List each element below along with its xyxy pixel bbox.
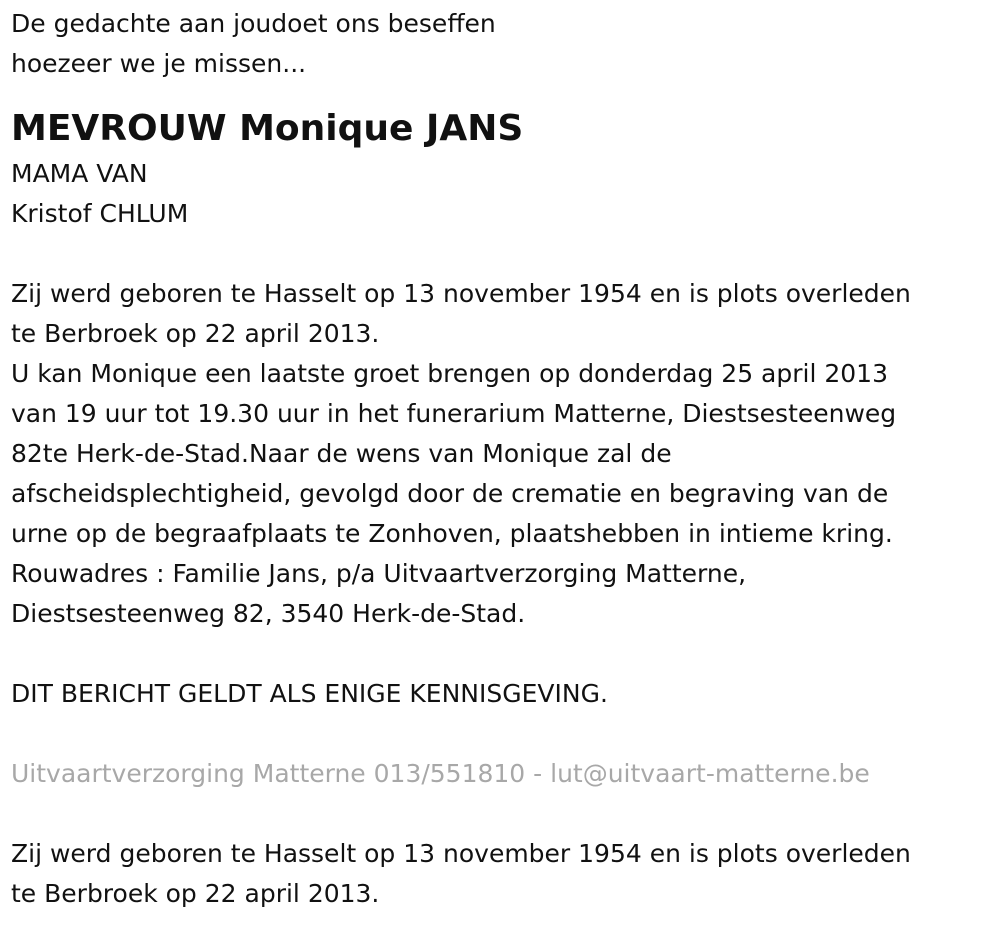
body-line: 82te Herk-de-Stad.Naar de wens van Monique zal de: [11, 439, 672, 468]
body-line: afscheidsplechtigheid, gevolgd door de crematie en begraving van de: [11, 479, 889, 508]
spacer: [11, 714, 1000, 754]
repeat-line: Zij werd geboren te Hasselt op 13 november 1954 en is plots overleden: [11, 839, 911, 868]
funeral-home-contact: Uitvaartverzorging Matterne 013/551810 - lut@uitvaart-matterne.be: [11, 759, 870, 788]
spacer: [11, 234, 1000, 274]
relation-label: MAMA VAN: [11, 159, 148, 188]
body-line: U kan Monique een laatste groet brengen op donderdag 25 april 2013: [11, 359, 888, 388]
notice-text: DIT BERICHT GELDT ALS ENIGE KENNISGEVING.: [11, 679, 608, 708]
body-line: te Berbroek op 22 april 2013.: [11, 319, 380, 348]
spacer: [11, 84, 1000, 104]
body-line: van 19 uur tot 19.30 uur in het funerarium Matterne, Diestsesteenweg: [11, 399, 897, 428]
repeated-birth-death-text: [11, 834, 1000, 914]
intro-line-1: De gedachte aan joudoet ons beseffen: [11, 9, 496, 38]
body-line: urne op de begraafplaats te Zonhoven, plaatshebben in intieme kring.: [11, 519, 893, 548]
body-line: Rouwadres : Familie Jans, p/a Uitvaartverzorging Matterne,: [11, 559, 747, 588]
deceased-name: MEVROUW Monique JANS: [11, 108, 524, 149]
relation-name: Kristof CHLUM: [11, 199, 189, 228]
intro-line-2: hoezeer we je missen...: [11, 49, 307, 78]
body-line: Zij werd geboren te Hasselt op 13 november 1954 en is plots overleden: [11, 279, 911, 308]
repeat-line: te Berbroek op 22 april 2013.: [11, 879, 380, 908]
spacer: [11, 634, 1000, 674]
spacer: [11, 794, 1000, 834]
body-line: Diestsesteenweg 82, 3540 Herk-de-Stad.: [11, 599, 526, 628]
intro-quote: [11, 4, 1000, 84]
obituary-body: [11, 274, 1000, 634]
